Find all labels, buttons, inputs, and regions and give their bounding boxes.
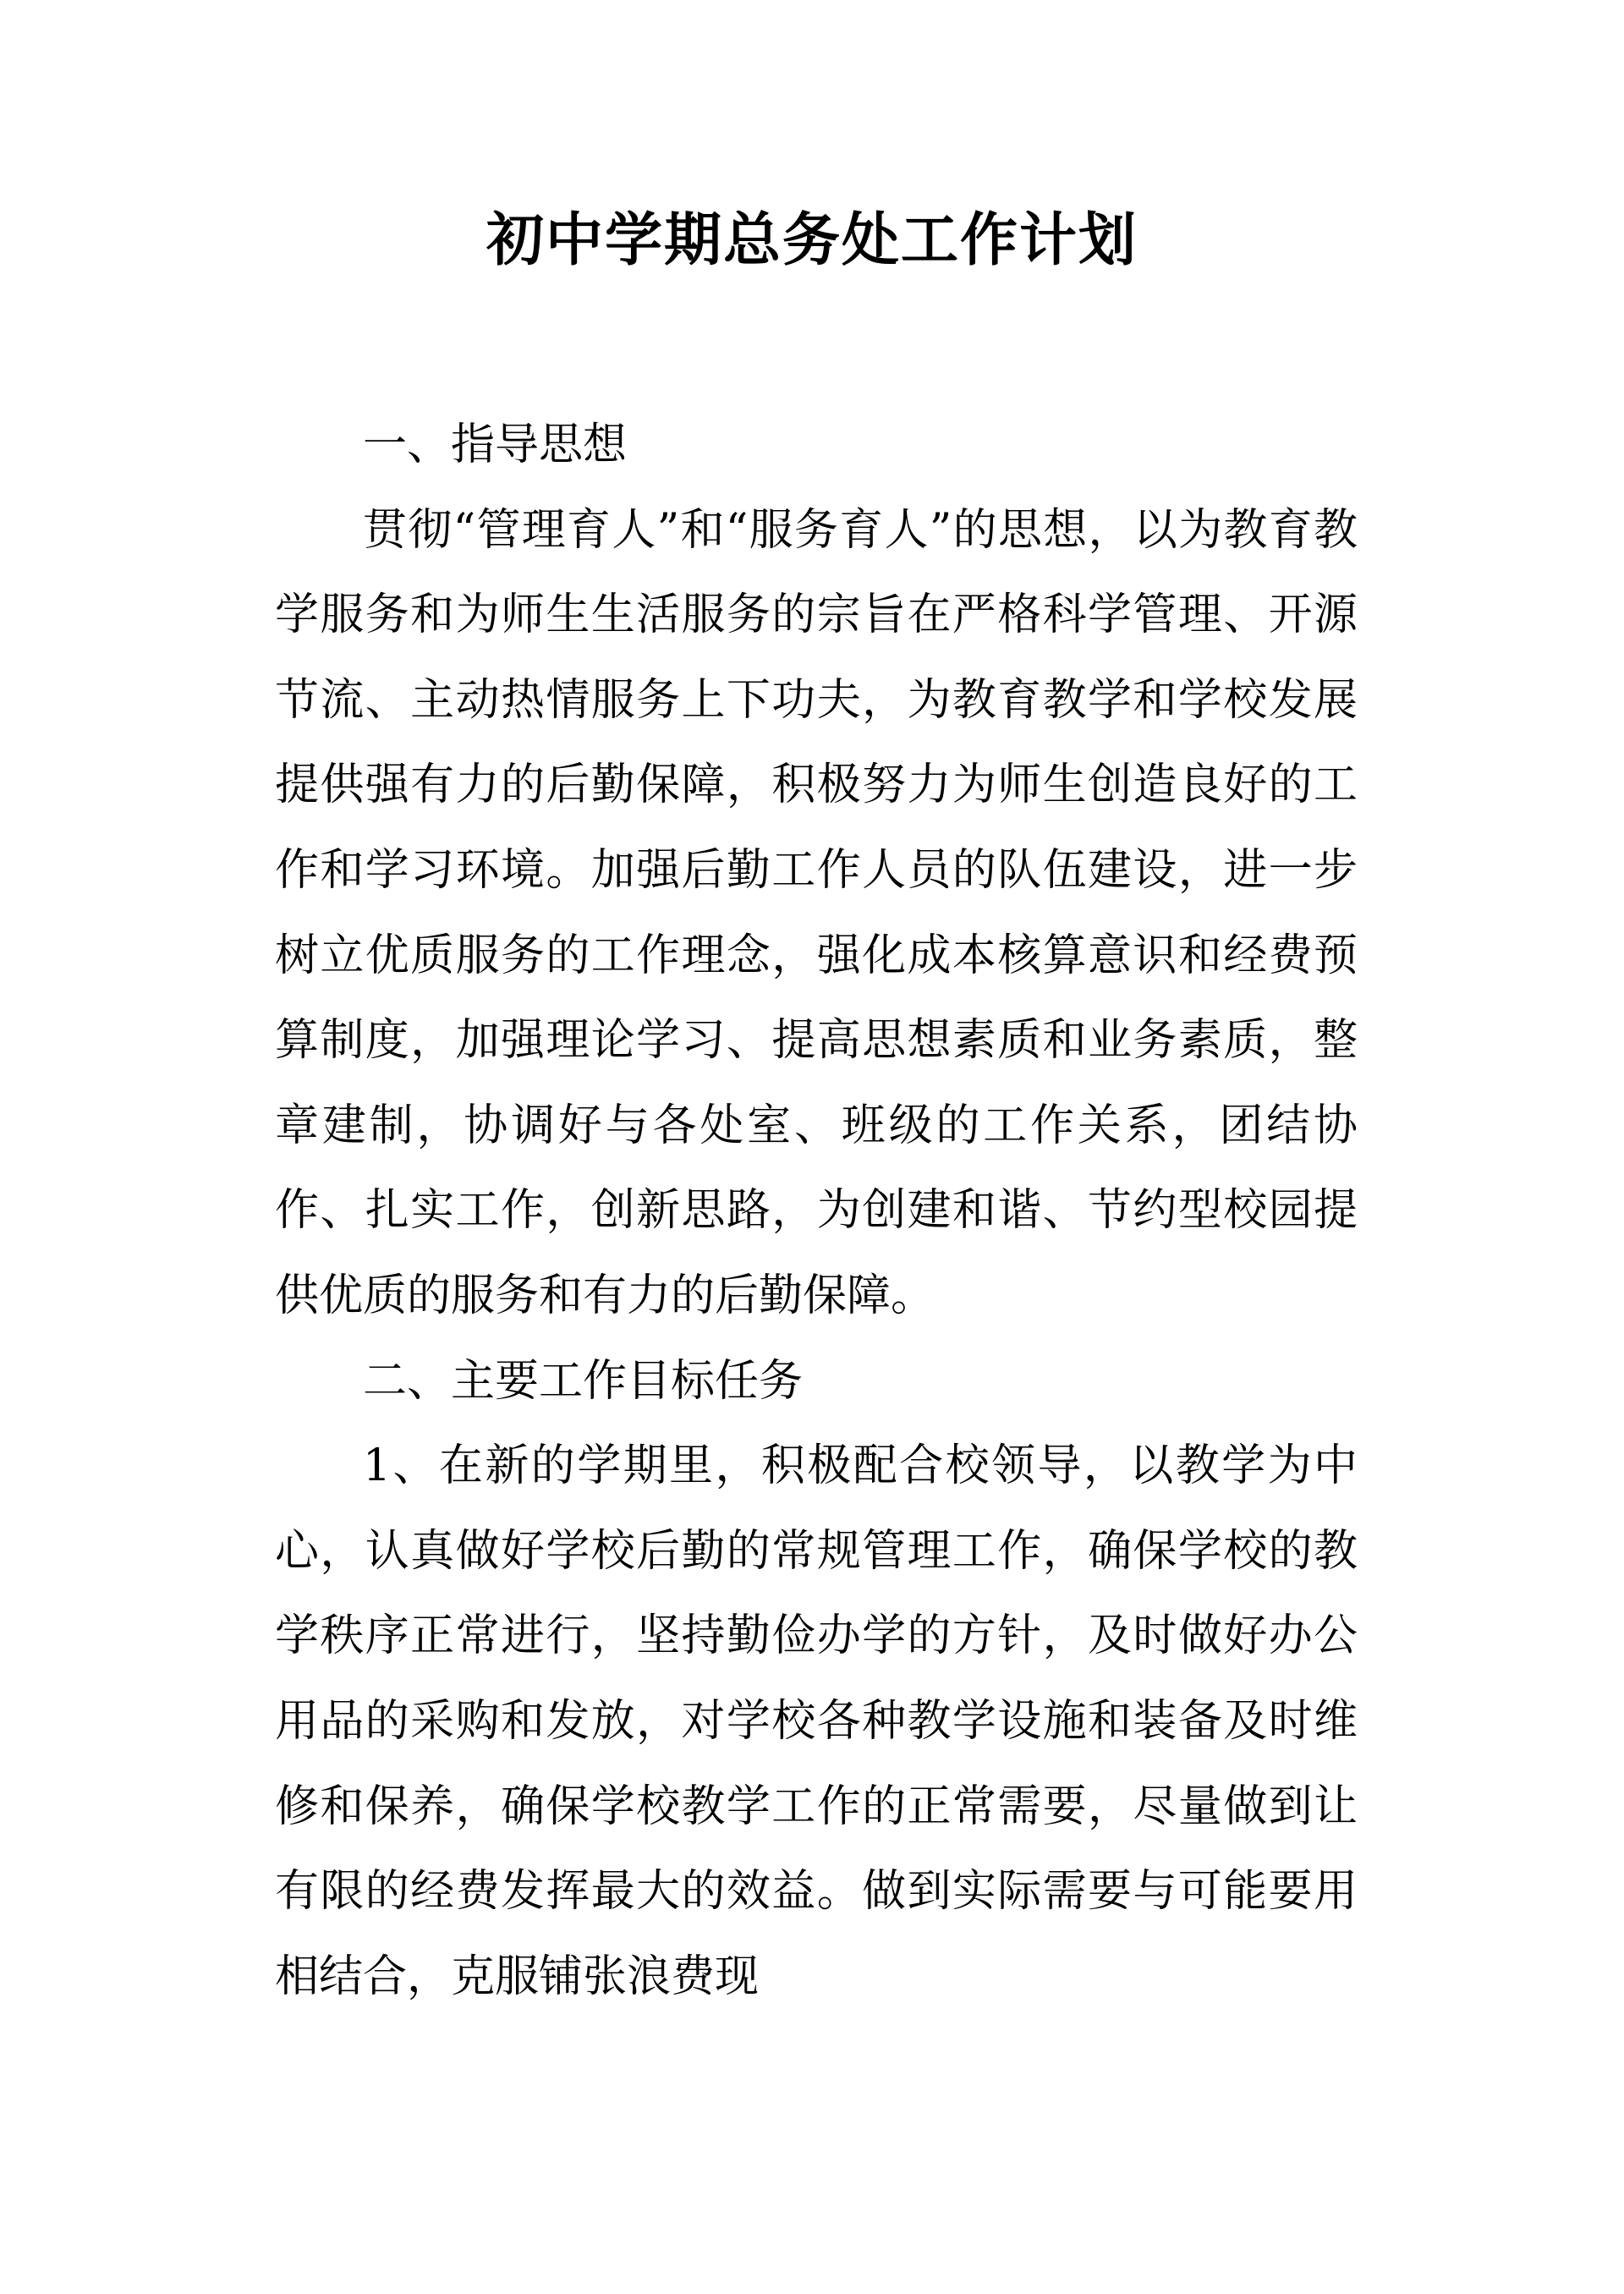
paragraph-guiding-ideology: 贯彻“管理育人”和“服务育人”的思想，以为教育教学服务和为师生生活服务的宗旨在严格科学管理、开源节流、主动热情服务上下功夫，为教育教学和学校发展提供强有力的后勤保障，积极努力为师生创造良好的工作和学习环境。加强后勤工作人员的队伍建设，进一步树立优质服务的工作理念，强化成本核算意识和经费预算制度，加强理论学习、提高思想素质和业务素质，整章建制，协调好与各处室、班级的工作关系，团结协作、扎实工作，创新思路，为创建和谐、节约型校园提供优质的服务和有力的后勤保障。 <box>275 504 1358 1321</box>
section-heading-main-goals: 二、主要工作目标任务 <box>363 1355 804 1407</box>
section-heading-guiding-ideology: 一、指导思想 <box>363 420 628 470</box>
paragraph-main-goals-1: 1、在新的学期里，积极配合校领导，以教学为中心，认真做好学校后勤的常规管理工作，确保学校的教学秩序正常进行，坚持勤俭办学的方针，及时做好办公用品的采购和发放，对学校各种教学设施和装备及时维修和保养，确保学校教学工作的正常需要，尽量做到让有限的经费发挥最大的效益。做到实际需要与可能要用相结合，克服铺张浪费现 <box>275 1441 1358 2002</box>
document-title: 初中学期总务处工作计划 <box>486 207 1138 274</box>
document-body <box>275 403 1358 2019</box>
